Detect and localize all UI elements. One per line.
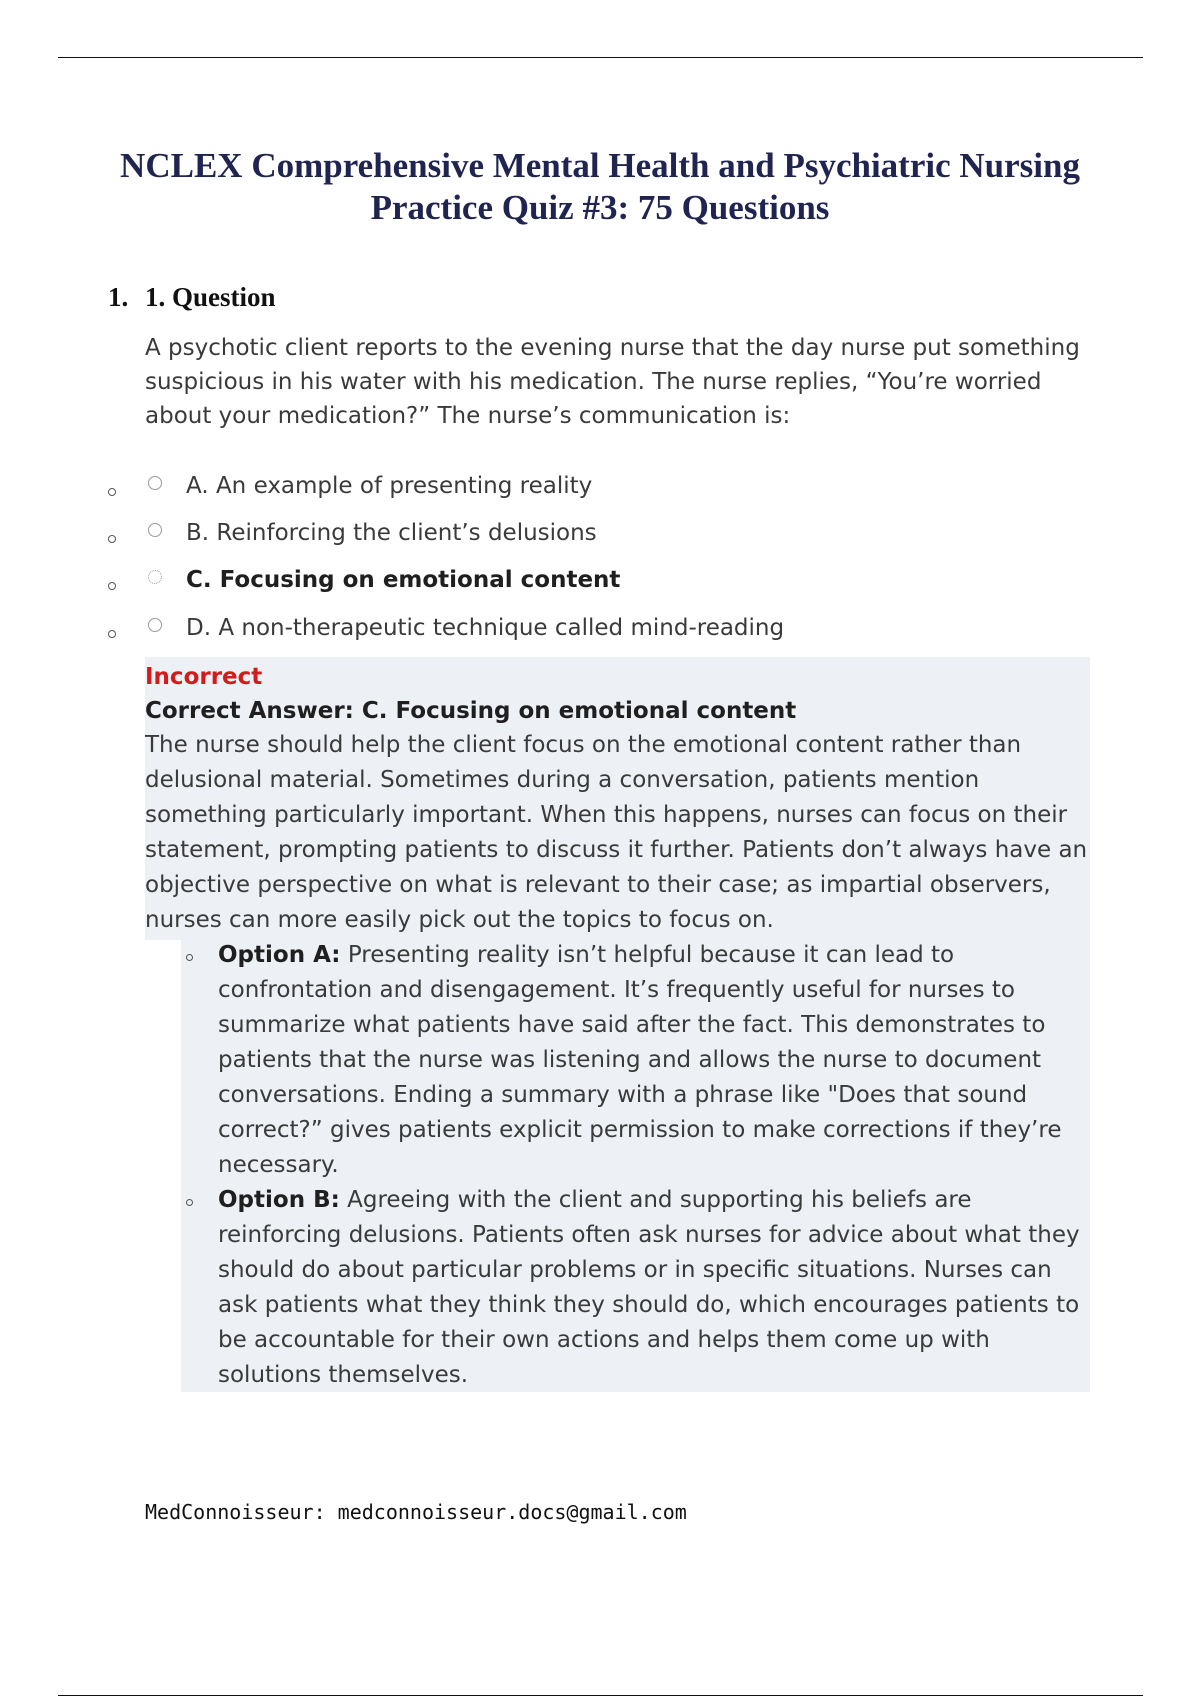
option-rationale-label: Option A: [218,942,341,968]
option-rationale-a [145,938,1090,1183]
top-divider [58,57,1143,58]
answer-option-b[interactable] [0,517,900,557]
option-rationale-list [145,938,1090,1393]
answer-feedback-panel [145,657,1090,1392]
list-bullet-icon [108,582,116,590]
answer-option-c[interactable] [0,564,900,604]
option-rationale-text: Presenting reality isn’t helpful because it can lead to confrontation and disengagement. It’s frequently useful for nurses to summarize what patients have said after the fact. This demonstrates to patients that the nurse was listening and allows the nurse to document conversations. Ending a summary with a phrase like "Does that sound correct?” gives patients explicit permission to make corrections if they’re necessary. [218,942,1062,1178]
list-bullet-icon [186,954,193,961]
option-rationale-label: Option B: [218,1187,340,1213]
radio-button-icon[interactable] [148,523,162,537]
list-bullet-icon [108,535,116,543]
radio-button-icon[interactable] [148,570,162,584]
option-rationale-text: Agreeing with the client and supporting his beliefs are reinforcing delusions. Patients often ask nurses for advice about what they should do about particular problems or in specific situations. Nurses can ask patients what they think they should do, which encourages patients to be accountable for their own actions and helps them come up with solutions themselves. [218,1187,1080,1388]
radio-button-icon[interactable] [148,476,162,490]
answer-label: B. Reinforcing the client’s delusions [186,520,597,546]
explanation-text: The nurse should help the client focus on the emotional content rather than delusional material. Sometimes during a conversation, patients mention something particularly important. When this happens, nurses can focus on their statement, prompting patients to discuss it further. Patients don’t always have an objective perspective on what is relevant to their case; as impartial observers, nurses can more easily pick out the topics to focus on. [145,732,1088,933]
footer-contact: MedConnoisseur: medconnoisseur.docs@gmail.com [145,1500,687,1524]
option-rationale-b [145,1183,1090,1393]
answer-label: C. Focusing on emotional content [186,567,621,593]
answer-option-d[interactable] [0,612,900,652]
list-bullet-icon [186,1199,193,1206]
question-heading-label: 1. Question [145,282,276,312]
question-text: A psychotic client reports to the evening nurse that the day nurse put something suspicious in his water with his medication. The nurse replies, “You’re worried about your medication?” The nurse’s communication is: [145,335,1080,429]
feedback-status: Incorrect [145,664,263,690]
radio-button-icon[interactable] [148,618,162,632]
bottom-divider [58,1695,1143,1696]
answer-label: A. An example of presenting reality [186,473,593,499]
question-heading [108,282,276,313]
answer-label: D. A non-therapeutic technique called mind-reading [186,615,785,641]
question-list-number: 1. [108,282,129,312]
list-bullet-icon [108,488,116,496]
document-title: NCLEX Comprehensive Mental Health and Psychiatric Nursing Practice Quiz #3: 75 Questions [120,146,1080,227]
correct-answer: Correct Answer: C. Focusing on emotional content [145,698,797,724]
list-bullet-icon [108,630,116,638]
answer-option-a[interactable] [0,470,900,510]
